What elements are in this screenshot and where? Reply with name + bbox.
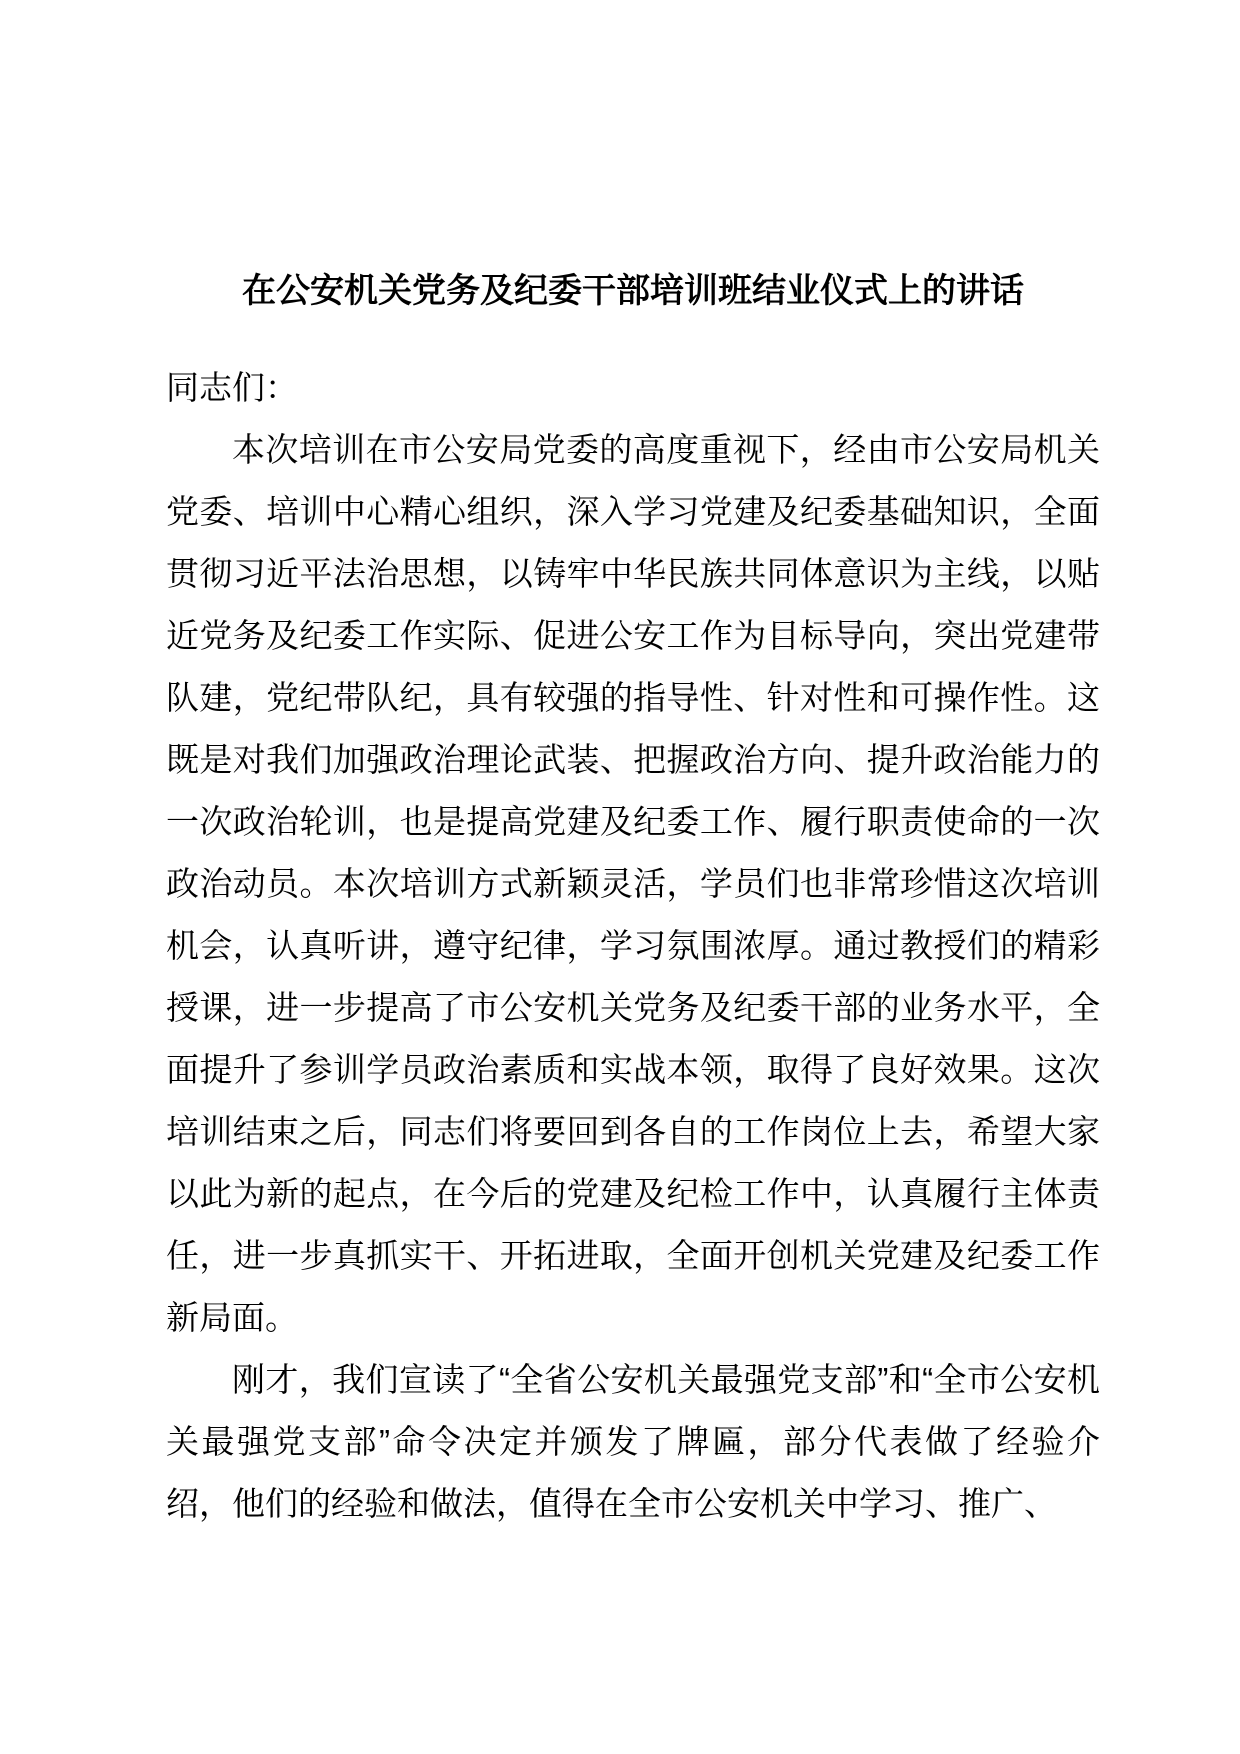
- document-title: 在公安机关党务及纪委干部培训班结业仪式上的讲话: [242, 272, 1024, 310]
- salutation: 同志们：: [166, 369, 298, 406]
- paragraph-1: 本次培训在市公安局党委的高度重视下，经由市公安局机关党委、培训中心精心组织，深入学习党建及纪委基础知识，全面贯彻习近平法治思想，以铸牢中华民族共同体意识为主线，以贴近党务及纪委工作实际、促进公安工作为目标导向，突出党建带队建，党纪带队纪，具有较强的指导性、针对性和可操作性。这既是对我们加强政治理论武装、把握政治方向、提升政治能力的一次政治轮训，也是提高党建及纪委工作、履行职责使命的一次政治动员。本次培训方式新颖灵活，学员们也非常珍惜这次培训机会，认真听讲，遵守纪律，学习氛围浓厚。通过教授们的精彩授课，进一步提高了市公安机关党务及纪委干部的业务水平，全面提升了参训学员政治素质和实战本领，取得了良好效果。这次培训结束之后，同志们将要回到各自的工作岗位上去，希望大家以此为新的起点，在今后的党建及纪检工作中，认真履行主体责任，进一步真抓实干、开拓进取，全面开创机关党建及纪委工作新局面。: [166, 431, 1100, 1336]
- document-content: [166, 260, 1100, 1535]
- paragraph-2: 刚才，我们宣读了“全省公安机关最强党支部”和“全市公安机关最强党支部”命令决定并颁发了牌匾，部分代表做了经验介绍，他们的经验和做法，值得在全市公安机关中学习、推广、: [166, 1361, 1100, 1522]
